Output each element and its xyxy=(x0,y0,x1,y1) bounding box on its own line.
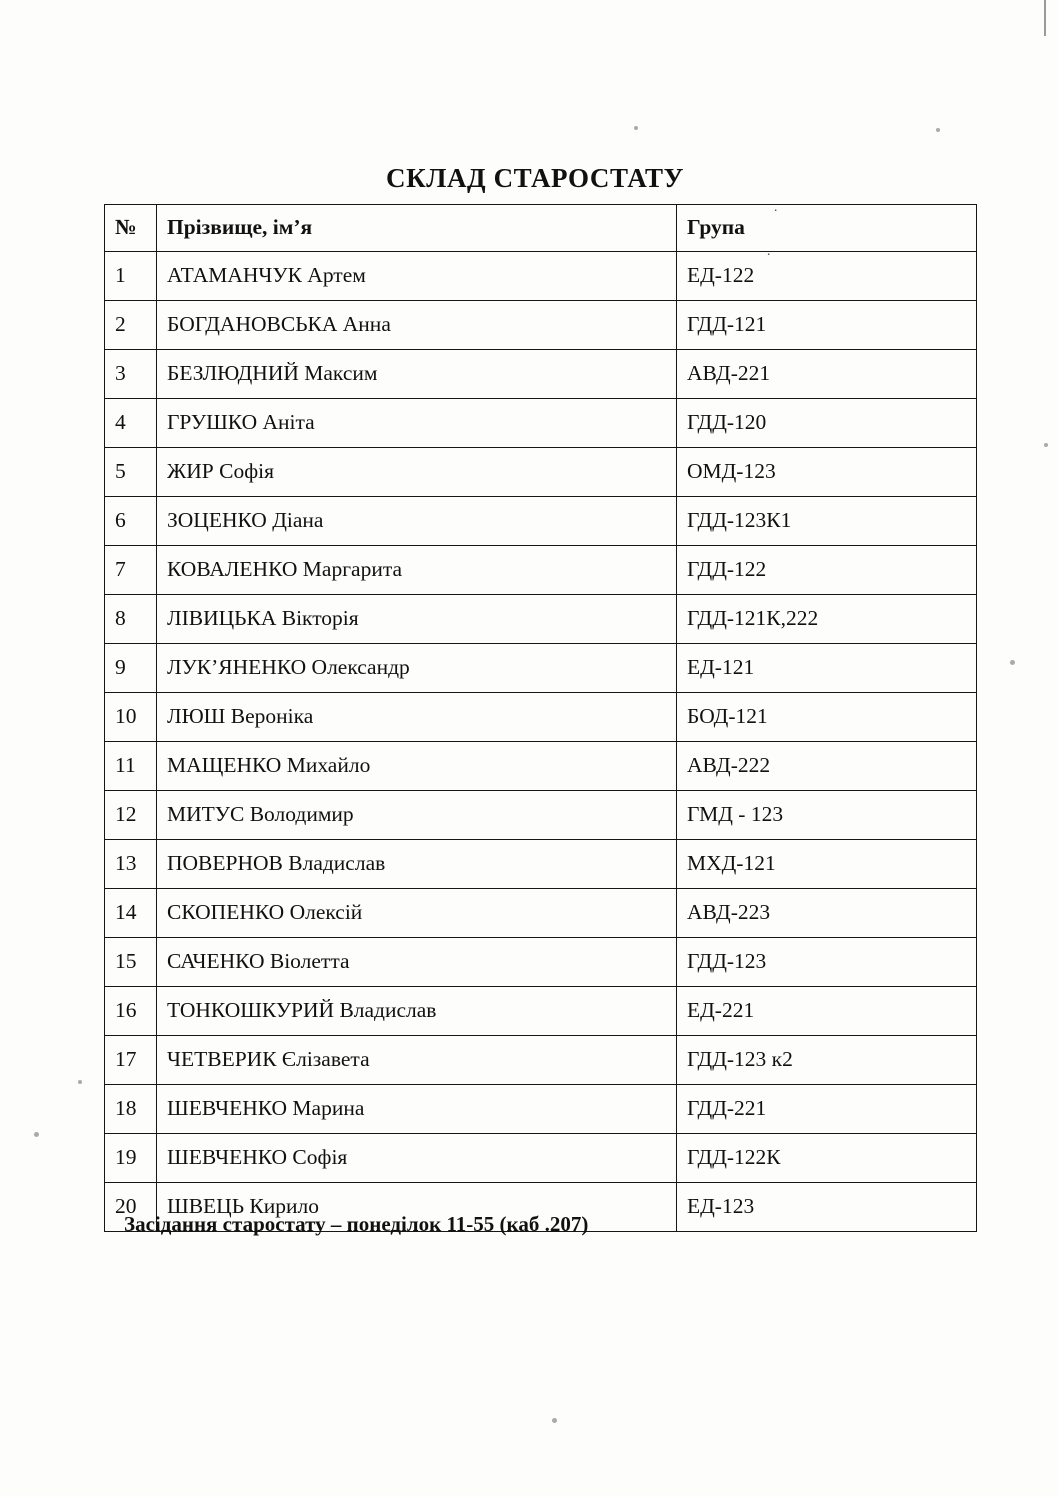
cell-number: 13 xyxy=(105,840,157,889)
column-header-name: Прізвище, ім’я xyxy=(157,205,677,252)
cell-group: ГДД-221 xyxy=(677,1085,977,1134)
table-row xyxy=(105,987,977,1036)
cell-number: 20 xyxy=(105,1183,157,1232)
stray-pen-mark: ˙ xyxy=(766,251,772,268)
cell-number: 6 xyxy=(105,497,157,546)
cell-group: АВД-223 xyxy=(677,889,977,938)
cell-group: ГДД-120 xyxy=(677,399,977,448)
cell-number: 5 xyxy=(105,448,157,497)
cell-group: АВД-221 xyxy=(677,350,977,399)
table-row xyxy=(105,595,977,644)
cell-number: 18 xyxy=(105,1085,157,1134)
cell-number: 15 xyxy=(105,938,157,987)
cell-number: 19 xyxy=(105,1134,157,1183)
table-header-row xyxy=(105,205,977,252)
table-row xyxy=(105,546,977,595)
scan-edge-mark-top-right xyxy=(1044,0,1046,36)
cell-name: БОГДАНОВСЬКА Анна xyxy=(157,301,677,350)
scan-speck xyxy=(634,126,638,130)
table-row xyxy=(105,448,977,497)
column-header-number: № xyxy=(105,205,157,252)
cell-number: 9 xyxy=(105,644,157,693)
cell-name: ЖИР Софія xyxy=(157,448,677,497)
table-row xyxy=(105,1036,977,1085)
table-row xyxy=(105,889,977,938)
page-title: СКЛАД СТАРОСТАТУ xyxy=(385,163,685,193)
cell-name: САЧЕНКО Віолетта xyxy=(157,938,677,987)
cell-group: ГМД - 123 xyxy=(677,791,977,840)
cell-name: ЛІВИЦЬКА Вікторія xyxy=(157,595,677,644)
cell-name: ШЕВЧЕНКО Марина xyxy=(157,1085,677,1134)
cell-name: ЛУК’ЯНЕНКО Олександр xyxy=(157,644,677,693)
cell-number: 16 xyxy=(105,987,157,1036)
scan-speck xyxy=(1044,443,1048,447)
cell-group: ЕД-121 xyxy=(677,644,977,693)
cell-group: МХД-121 xyxy=(677,840,977,889)
cell-group: ГДД-123К1 xyxy=(677,497,977,546)
table-row xyxy=(105,1134,977,1183)
cell-number: 7 xyxy=(105,546,157,595)
cell-name: КОВАЛЕНКО Маргарита xyxy=(157,546,677,595)
cell-number: 11 xyxy=(105,742,157,791)
cell-group: ГДД-123 к2 xyxy=(677,1036,977,1085)
cell-group: ГДД-123 xyxy=(677,938,977,987)
cell-name: ПОВЕРНОВ Владислав xyxy=(157,840,677,889)
cell-name: ЧЕТВЕРИК Єлізавета xyxy=(157,1036,677,1085)
table-row xyxy=(105,644,977,693)
table-row xyxy=(105,252,977,301)
cell-number: 12 xyxy=(105,791,157,840)
scan-speck xyxy=(1010,660,1015,665)
cell-group: ГДД-122К xyxy=(677,1134,977,1183)
cell-name: МИТУС Володимир xyxy=(157,791,677,840)
cell-number: 1 xyxy=(105,252,157,301)
cell-name: ГРУШКО Аніта xyxy=(157,399,677,448)
cell-number: 10 xyxy=(105,693,157,742)
cell-name: ЛЮШ Вероніка xyxy=(157,693,677,742)
scan-speck xyxy=(34,1132,39,1137)
cell-name: ТОНКОШКУРИЙ Владислав xyxy=(157,987,677,1036)
cell-group: ГДД-122 xyxy=(677,546,977,595)
roster-table-container xyxy=(104,204,976,1232)
scan-speck xyxy=(78,1080,82,1084)
table-row xyxy=(105,301,977,350)
cell-name: МАЩЕНКО Михайло xyxy=(157,742,677,791)
cell-group: ЕД-123 xyxy=(677,1183,977,1232)
cell-name: ШЕВЧЕНКО Софія xyxy=(157,1134,677,1183)
cell-group: ОМД-123 xyxy=(677,448,977,497)
table-row xyxy=(105,497,977,546)
cell-name: СКОПЕНКО Олексій xyxy=(157,889,677,938)
cell-group: ЕД-122 xyxy=(677,252,977,301)
cell-number: 17 xyxy=(105,1036,157,1085)
cell-group: ГДД-121К,222 xyxy=(677,595,977,644)
cell-name: БЕЗЛЮДНИЙ Максим xyxy=(157,350,677,399)
meeting-note: Засідання старостату – понеділок 11-55 (каб .207) xyxy=(124,1212,589,1236)
table-row xyxy=(105,350,977,399)
scan-speck xyxy=(552,1418,557,1423)
column-header-group: Група xyxy=(677,205,977,252)
table-row xyxy=(105,693,977,742)
roster-table xyxy=(104,204,977,1232)
table-row xyxy=(105,840,977,889)
scan-speck xyxy=(936,128,940,132)
cell-name: ЗОЦЕНКО Діана xyxy=(157,497,677,546)
cell-number: 2 xyxy=(105,301,157,350)
table-row xyxy=(105,742,977,791)
cell-number: 14 xyxy=(105,889,157,938)
cell-number: 3 xyxy=(105,350,157,399)
cell-group: ГДД-121 xyxy=(677,301,977,350)
table-row xyxy=(105,399,977,448)
cell-name: АТАМАНЧУК Артем xyxy=(157,252,677,301)
table-row xyxy=(105,938,977,987)
table-row xyxy=(105,1085,977,1134)
stray-pen-mark: ˙ xyxy=(773,207,779,224)
cell-group: ЕД-221 xyxy=(677,987,977,1036)
table-row xyxy=(105,791,977,840)
cell-name: ШВЕЦЬ Кирило xyxy=(157,1183,677,1232)
cell-group: АВД-222 xyxy=(677,742,977,791)
cell-number: 4 xyxy=(105,399,157,448)
cell-number: 8 xyxy=(105,595,157,644)
cell-group: БОД-121 xyxy=(677,693,977,742)
